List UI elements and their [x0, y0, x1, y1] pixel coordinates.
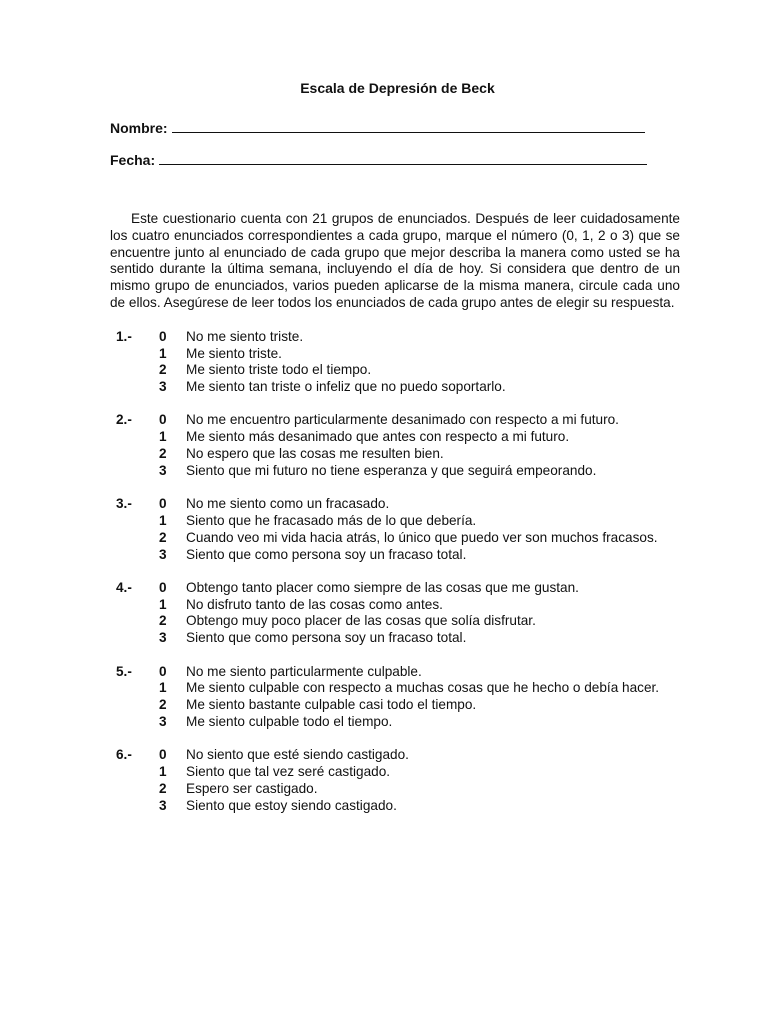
answer-option-score: 2 — [159, 446, 167, 462]
name-field-label: Nombre: — [110, 120, 168, 136]
answer-option-text: No me encuentro particularmente desanimado con respecto a mi futuro. — [186, 412, 619, 428]
answer-option[interactable] — [157, 697, 680, 714]
answer-option-text: Me siento bastante culpable casi todo el tiempo. — [186, 697, 477, 713]
question-group — [110, 747, 680, 814]
answer-option-score: 0 — [159, 412, 167, 428]
answer-option-text: Me siento culpable con respecto a muchas cosas que he hecho o debía hacer. — [186, 680, 660, 696]
question-group-number: 1.- — [116, 328, 132, 344]
answer-option-text: No me siento particularmente culpable. — [186, 663, 422, 679]
answer-option-text: Me siento culpable todo el tiempo. — [186, 713, 393, 729]
name-field-blank-line — [172, 118, 645, 133]
answer-option[interactable] — [157, 680, 680, 697]
question-group — [110, 412, 680, 479]
answer-option-score: 0 — [159, 496, 167, 512]
answer-option-score: 1 — [159, 764, 167, 780]
answer-option[interactable] — [157, 412, 680, 429]
date-field-label: Fecha: — [110, 152, 156, 168]
answer-option[interactable] — [157, 580, 680, 597]
answer-option[interactable] — [157, 613, 680, 630]
question-group-number: 4.- — [116, 579, 132, 595]
answer-option-score: 2 — [159, 613, 167, 629]
answer-option[interactable] — [157, 714, 680, 731]
question-group — [110, 329, 680, 396]
answer-option-text: Siento que como persona soy un fracaso total. — [186, 630, 467, 646]
answer-option-score: 3 — [159, 462, 167, 478]
answer-option[interactable] — [157, 379, 680, 396]
answer-option[interactable] — [157, 513, 680, 530]
answer-option-text: No disfruto tanto de las cosas como antes. — [186, 596, 443, 612]
answer-option-text: Siento que tal vez seré castigado. — [186, 764, 391, 780]
answer-option-score: 1 — [159, 680, 167, 696]
answer-option-score: 0 — [159, 747, 167, 763]
answer-option[interactable] — [157, 781, 680, 798]
answer-option-text: No me siento como un fracasado. — [186, 496, 390, 512]
answer-option-text: Me siento tan triste o infeliz que no puedo soportarlo. — [186, 379, 506, 395]
document-page — [110, 78, 680, 831]
answer-option-score: 2 — [159, 529, 167, 545]
question-group-options — [157, 412, 680, 479]
question-group-number: 3.- — [116, 496, 132, 512]
answer-option-text: Siento que estoy siendo castigado. — [186, 797, 397, 813]
answer-option-text: No me siento triste. — [186, 328, 304, 344]
answer-option-score: 2 — [159, 697, 167, 713]
answer-option-score: 3 — [159, 713, 167, 729]
answer-option[interactable] — [157, 329, 680, 346]
answer-option-text: Me siento triste todo el tiempo. — [186, 362, 372, 378]
answer-option-score: 0 — [159, 328, 167, 344]
answer-option-score: 2 — [159, 362, 167, 378]
answer-option-text: Siento que he fracasado más de lo que debería. — [186, 512, 477, 528]
answer-option[interactable] — [157, 664, 680, 681]
date-field — [110, 150, 680, 170]
question-group-options — [157, 664, 680, 731]
question-group-number: 5.- — [116, 663, 132, 679]
answer-option[interactable] — [157, 747, 680, 764]
question-group-options — [157, 329, 680, 396]
answer-option-score: 1 — [159, 512, 167, 528]
answer-option-text: Cuando veo mi vida hacia atrás, lo único que puedo ver son muchos fracasos. — [186, 529, 658, 545]
answer-option-text: Me siento más desanimado que antes con respecto a mi futuro. — [186, 429, 570, 445]
answer-option[interactable] — [157, 530, 680, 547]
answer-option-text: No espero que las cosas me resulten bien. — [186, 446, 444, 462]
question-group — [110, 664, 680, 731]
question-group-number: 2.- — [116, 412, 132, 428]
answer-option-score: 3 — [159, 797, 167, 813]
answer-option[interactable] — [157, 630, 680, 647]
answer-option-text: Obtengo muy poco placer de las cosas que solía disfrutar. — [186, 613, 536, 629]
answer-option[interactable] — [157, 429, 680, 446]
document-title: Escala de Depresión de Beck — [300, 80, 495, 96]
answer-option-text: Siento que como persona soy un fracaso total. — [186, 546, 467, 562]
answer-option-score: 3 — [159, 379, 167, 395]
answer-option[interactable] — [157, 496, 680, 513]
answer-option-text: Espero ser castigado. — [186, 780, 318, 796]
question-group-options — [157, 580, 680, 647]
name-field — [110, 118, 680, 138]
answer-option[interactable] — [157, 798, 680, 815]
answer-option-text: Me siento triste. — [186, 345, 282, 361]
answer-option[interactable] — [157, 346, 680, 363]
answer-option-score: 0 — [159, 663, 167, 679]
answer-option[interactable] — [157, 362, 680, 379]
question-groups — [110, 329, 680, 815]
answer-option[interactable] — [157, 446, 680, 463]
answer-option-text: No siento que esté siendo castigado. — [186, 747, 409, 763]
answer-option-text: Obtengo tanto placer como siempre de las cosas que me gustan. — [186, 579, 579, 595]
question-group — [110, 496, 680, 563]
question-group-options — [157, 496, 680, 563]
answer-option-score: 1 — [159, 345, 167, 361]
answer-option-score: 3 — [159, 546, 167, 562]
instructions-paragraph: Este cuestionario cuenta con 21 grupos de enunciados. Después de leer cuidadosamente los cuatro enunciados correspondientes a cada grupo, marque el número (0, 1, 2 o 3) que se encuentre junto al enunciado de cada grupo que mejor describa la manera como usted se ha sentido durante la última semana, incluyendo el día de hoy. Si considera que dentro de un mismo grupo de enunciados, varios pueden aplicarse de la misma manera, circule cada uno de ellos. Asegúrese de leer todos los enunciados de cada grupo antes de elegir su respuesta. — [110, 211, 680, 310]
answer-option[interactable] — [157, 764, 680, 781]
answer-option[interactable] — [157, 597, 680, 614]
question-group — [110, 580, 680, 647]
answer-option-score: 1 — [159, 429, 167, 445]
answer-option-score: 3 — [159, 630, 167, 646]
date-field-blank-line — [159, 150, 647, 165]
answer-option-score: 2 — [159, 780, 167, 796]
answer-option-score: 0 — [159, 579, 167, 595]
question-group-options — [157, 747, 680, 814]
answer-option-text: Siento que mi futuro no tiene esperanza y que seguirá empeorando. — [186, 462, 597, 478]
answer-option[interactable] — [157, 463, 680, 480]
answer-option[interactable] — [157, 547, 680, 564]
question-group-number: 6.- — [116, 747, 132, 763]
answer-option-score: 1 — [159, 596, 167, 612]
